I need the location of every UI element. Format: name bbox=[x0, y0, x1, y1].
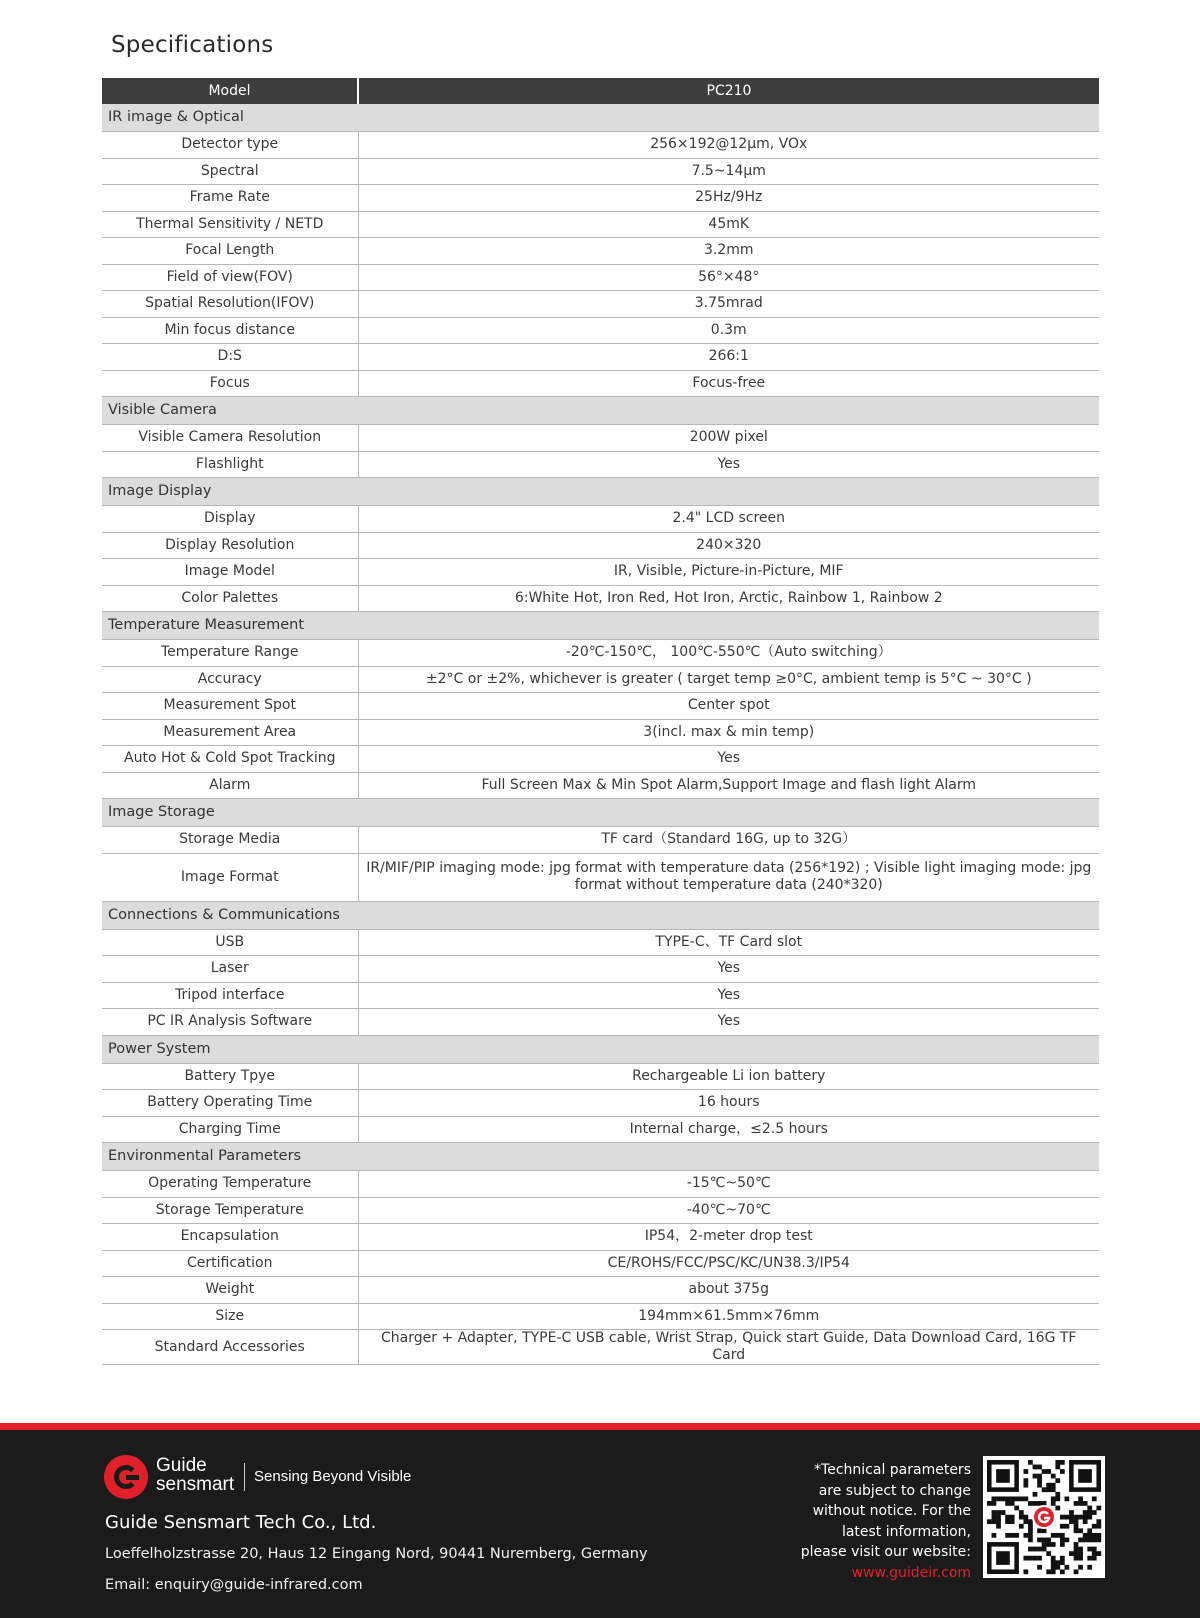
section-title: Environmental Parameters bbox=[102, 1143, 1099, 1171]
spec-value: 3.2mm bbox=[358, 238, 1099, 265]
spec-value: Yes bbox=[358, 1009, 1099, 1036]
table-row bbox=[102, 956, 1099, 983]
table-row bbox=[102, 929, 1099, 956]
header-model-value: PC210 bbox=[358, 78, 1099, 104]
spec-value: 3.75mrad bbox=[358, 291, 1099, 318]
spec-label: Weight bbox=[102, 1277, 358, 1304]
notice-line: are subject to change bbox=[818, 1482, 971, 1499]
spec-value: CE/ROHS/FCC/PSC/KC/UN38.3/IP54 bbox=[358, 1250, 1099, 1277]
table-row bbox=[102, 1009, 1099, 1036]
section-row bbox=[102, 1035, 1099, 1063]
spec-label: Frame Rate bbox=[102, 185, 358, 212]
spec-label: Accuracy bbox=[102, 666, 358, 693]
section-row bbox=[102, 397, 1099, 425]
spec-label: Spectral bbox=[102, 158, 358, 185]
spec-label: Temperature Range bbox=[102, 640, 358, 667]
table-row bbox=[102, 132, 1099, 159]
spec-label: Certification bbox=[102, 1250, 358, 1277]
spec-value: Yes bbox=[358, 982, 1099, 1009]
spec-value: 194mm×61.5mm×76mm bbox=[358, 1303, 1099, 1330]
spec-value: 56°×48° bbox=[358, 264, 1099, 291]
spec-value: Focus-free bbox=[358, 370, 1099, 397]
spec-value: IP54，2-meter drop test bbox=[358, 1224, 1099, 1251]
spec-label: Measurement Area bbox=[102, 719, 358, 746]
brand-divider bbox=[244, 1463, 245, 1491]
spec-label: Tripod interface bbox=[102, 982, 358, 1009]
section-row bbox=[102, 104, 1099, 132]
footer bbox=[0, 1423, 1200, 1618]
spec-label: Field of view(FOV) bbox=[102, 264, 358, 291]
spec-label: Thermal Sensitivity / NETD bbox=[102, 211, 358, 238]
technical-notice bbox=[741, 1460, 971, 1583]
spec-value: 25Hz/9Hz bbox=[358, 185, 1099, 212]
spec-value: Center spot bbox=[358, 693, 1099, 720]
spec-label: Spatial Resolution(IFOV) bbox=[102, 291, 358, 318]
table-row bbox=[102, 585, 1099, 612]
table-row bbox=[102, 1277, 1099, 1304]
table-row bbox=[102, 640, 1099, 667]
spec-value: about 375g bbox=[358, 1277, 1099, 1304]
table-row bbox=[102, 1116, 1099, 1143]
company-address: Loeffelholzstrasse 20, Haus 12 Eingang Nord, 90441 Nuremberg, Germany bbox=[105, 1546, 648, 1562]
spec-label: Color Palettes bbox=[102, 585, 358, 612]
spec-value: 45mK bbox=[358, 211, 1099, 238]
spec-label: USB bbox=[102, 929, 358, 956]
company-email[interactable]: Email: enquiry@guide-infrared.com bbox=[105, 1577, 363, 1593]
spec-label: Operating Temperature bbox=[102, 1171, 358, 1198]
brand-tagline: Sensing Beyond Visible bbox=[254, 1468, 412, 1485]
spec-value: ±2°C or ±2%, whichever is greater ( target temp ≥0°C, ambient temp is 5°C ~ 30°C ) bbox=[358, 666, 1099, 693]
brand-name bbox=[156, 1456, 234, 1494]
spec-label: Measurement Spot bbox=[102, 693, 358, 720]
spec-label: Auto Hot & Cold Spot Tracking bbox=[102, 746, 358, 773]
notice-line: please visit our website: bbox=[800, 1544, 971, 1560]
spec-value: 266:1 bbox=[358, 344, 1099, 371]
section-title: Temperature Measurement bbox=[102, 612, 1099, 640]
spec-label: Storage Media bbox=[102, 827, 358, 854]
spec-label: Detector type bbox=[102, 132, 358, 159]
table-row bbox=[102, 211, 1099, 238]
spec-label: Flashlight bbox=[102, 451, 358, 478]
table-row bbox=[102, 772, 1099, 799]
brand-line-2: sensmart bbox=[156, 1474, 235, 1495]
page-title: Specifications bbox=[111, 32, 274, 58]
section-row bbox=[102, 1143, 1099, 1171]
section-title: Image Display bbox=[102, 478, 1099, 506]
spec-label: Focus bbox=[102, 370, 358, 397]
section-row bbox=[102, 478, 1099, 506]
brand-line-1: Guide bbox=[156, 1455, 207, 1476]
table-row bbox=[102, 185, 1099, 212]
table-row bbox=[102, 1197, 1099, 1224]
spec-value: Yes bbox=[358, 451, 1099, 478]
table-row bbox=[102, 451, 1099, 478]
notice-line: latest information, bbox=[841, 1523, 971, 1540]
table-row bbox=[102, 853, 1099, 901]
spec-table-body bbox=[102, 104, 1099, 1365]
spec-value: Yes bbox=[358, 956, 1099, 983]
spec-label: Display bbox=[102, 506, 358, 533]
spec-label: Image Format bbox=[102, 853, 358, 901]
spec-label: Size bbox=[102, 1303, 358, 1330]
spec-value: 200W pixel bbox=[358, 425, 1099, 452]
spec-value: 2.4" LCD screen bbox=[358, 506, 1099, 533]
table-row bbox=[102, 425, 1099, 452]
spec-label: D:S bbox=[102, 344, 358, 371]
spec-value: 256×192@12μm, VOx bbox=[358, 132, 1099, 159]
table-row bbox=[102, 982, 1099, 1009]
table-row bbox=[102, 1090, 1099, 1117]
table-row bbox=[102, 719, 1099, 746]
spec-label: Focal Length bbox=[102, 238, 358, 265]
table-header-row bbox=[102, 78, 1099, 104]
spec-table bbox=[102, 78, 1099, 1365]
spec-label: Visible Camera Resolution bbox=[102, 425, 358, 452]
table-row bbox=[102, 1303, 1099, 1330]
table-row bbox=[102, 238, 1099, 265]
table-row bbox=[102, 1063, 1099, 1090]
spec-value: TF card（Standard 16G, up to 32G） bbox=[358, 827, 1099, 854]
table-row bbox=[102, 1330, 1099, 1365]
table-row bbox=[102, 291, 1099, 318]
spec-value: Internal charge，≤2.5 hours bbox=[358, 1116, 1099, 1143]
spec-value: 3(incl. max & min temp) bbox=[358, 719, 1099, 746]
spec-value: Yes bbox=[358, 746, 1099, 773]
table-row bbox=[102, 559, 1099, 586]
section-row bbox=[102, 612, 1099, 640]
website-link[interactable]: www.guideir.com bbox=[851, 1564, 971, 1581]
spec-value: IR, Visible, Picture-in-Picture, MIF bbox=[358, 559, 1099, 586]
spec-value: -15℃~50℃ bbox=[358, 1171, 1099, 1198]
section-title: Visible Camera bbox=[102, 397, 1099, 425]
spec-value: 240×320 bbox=[358, 532, 1099, 559]
spec-value: -40℃~70℃ bbox=[358, 1197, 1099, 1224]
spec-value: 16 hours bbox=[358, 1090, 1099, 1117]
table-row bbox=[102, 264, 1099, 291]
spec-label: Charging Time bbox=[102, 1116, 358, 1143]
spec-label: Image Model bbox=[102, 559, 358, 586]
spec-value: 0.3m bbox=[358, 317, 1099, 344]
section-row bbox=[102, 799, 1099, 827]
section-title: IR image & Optical bbox=[102, 104, 1099, 132]
section-row bbox=[102, 901, 1099, 929]
company-name: Guide Sensmart Tech Co., Ltd. bbox=[105, 1512, 377, 1533]
spec-value: Full Screen Max & Min Spot Alarm,Support Image and flash light Alarm bbox=[358, 772, 1099, 799]
table-row bbox=[102, 693, 1099, 720]
spec-value: 6:White Hot, Iron Red, Hot Iron, Arctic, Rainbow 1, Rainbow 2 bbox=[358, 585, 1099, 612]
table-row bbox=[102, 317, 1099, 344]
table-row bbox=[102, 746, 1099, 773]
spec-label: Storage Temperature bbox=[102, 1197, 358, 1224]
header-model-label: Model bbox=[102, 78, 358, 104]
table-row bbox=[102, 532, 1099, 559]
spec-label: Min focus distance bbox=[102, 317, 358, 344]
spec-label: Battery Operating Time bbox=[102, 1090, 358, 1117]
table-row bbox=[102, 1250, 1099, 1277]
spec-value: Charger + Adapter, TYPE-C USB cable, Wrist Strap, Quick start Guide, Data Download Card, 16G TF Card bbox=[358, 1330, 1099, 1365]
spec-label: Battery Tpye bbox=[102, 1063, 358, 1090]
spec-label: Display Resolution bbox=[102, 532, 358, 559]
guide-sensmart-logo-icon bbox=[104, 1455, 148, 1499]
spec-label: Alarm bbox=[102, 772, 358, 799]
spec-value: -20℃-150℃， 100℃-550℃（Auto switching） bbox=[358, 640, 1099, 667]
section-title: Power System bbox=[102, 1035, 1099, 1063]
spec-value: Rechargeable Li ion battery bbox=[358, 1063, 1099, 1090]
table-row bbox=[102, 158, 1099, 185]
table-row bbox=[102, 370, 1099, 397]
spec-label: Laser bbox=[102, 956, 358, 983]
notice-line: without notice. For the bbox=[812, 1503, 971, 1519]
table-row bbox=[102, 827, 1099, 854]
table-row bbox=[102, 666, 1099, 693]
spec-label: Standard Accessories bbox=[102, 1330, 358, 1365]
table-row bbox=[102, 344, 1099, 371]
spec-label: PC IR Analysis Software bbox=[102, 1009, 358, 1036]
table-row bbox=[102, 1171, 1099, 1198]
section-title: Image Storage bbox=[102, 799, 1099, 827]
section-title: Connections & Communications bbox=[102, 901, 1099, 929]
spec-value: TYPE-C、TF Card slot bbox=[358, 929, 1099, 956]
table-row bbox=[102, 506, 1099, 533]
spec-value: IR/MIF/PIP imaging mode: jpg format with temperature data (256*192) ; Visible light imaging mode: jpg format without temperature data (240*320) bbox=[358, 853, 1099, 901]
table-row bbox=[102, 1224, 1099, 1251]
spec-value: 7.5~14μm bbox=[358, 158, 1099, 185]
spec-label: Encapsulation bbox=[102, 1224, 358, 1251]
notice-line: *Technical parameters bbox=[814, 1462, 971, 1478]
qr-code-icon[interactable] bbox=[983, 1456, 1105, 1578]
